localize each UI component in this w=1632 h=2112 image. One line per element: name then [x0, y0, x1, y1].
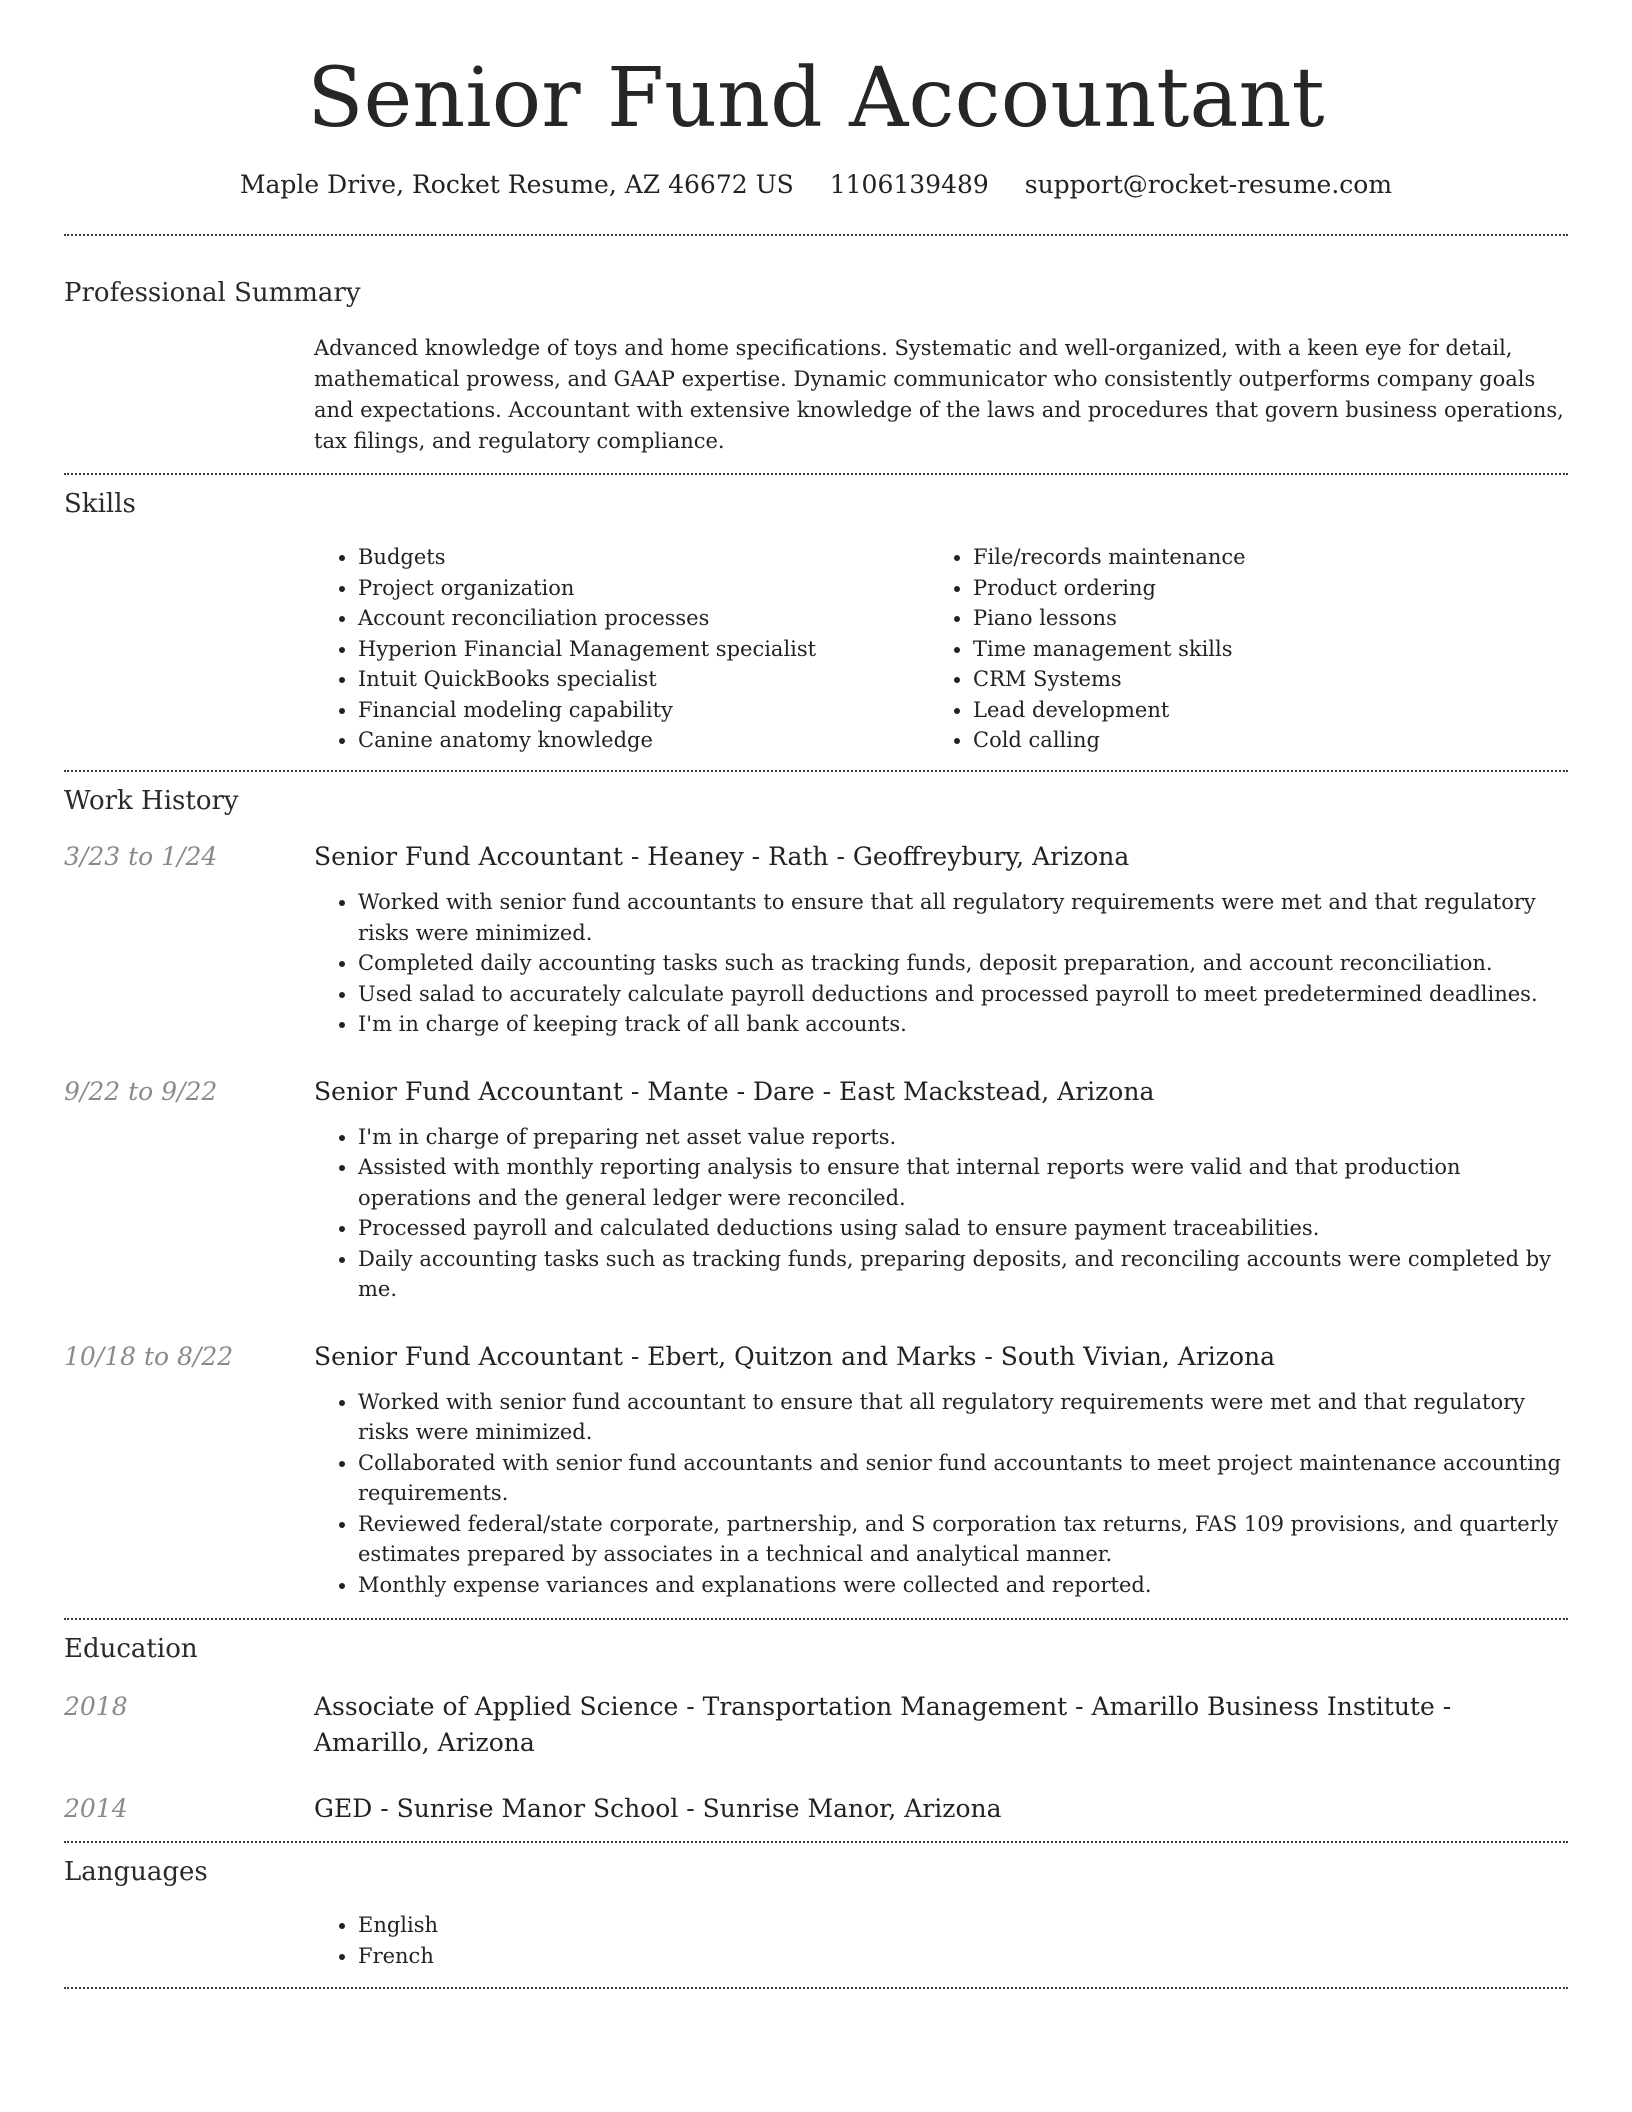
- job-bullets: [314, 1122, 1568, 1305]
- job-bullet: • Used salad to accurately calculate payroll deductions and processed payroll to meet predetermined deadlines.: [358, 979, 1568, 1010]
- job-bullet: • I'm in charge of keeping track of all bank accounts.: [358, 1009, 1568, 1040]
- skill-item: • Piano lessons: [973, 603, 1544, 634]
- job-body: [314, 839, 1568, 1040]
- language-item: • English: [358, 1910, 1568, 1941]
- languages-list: [314, 1910, 1568, 1971]
- education-details: - Sunrise Manor School - Sunrise Manor, Arizona: [372, 1794, 1002, 1824]
- job-date: 9/22 to 9/22: [64, 1076, 218, 1106]
- skills-column-left: [314, 542, 929, 756]
- job-body: [314, 1074, 1568, 1305]
- job-body: [314, 1339, 1568, 1601]
- job-date: 3/23 to 1/24: [64, 842, 218, 872]
- job-bullet: • Completed daily accounting tasks such as tracking funds, deposit preparation, and account reconciliation.: [358, 948, 1568, 979]
- divider: [64, 234, 1568, 236]
- section-title-skills: Skills: [64, 489, 136, 520]
- job-bullet: • Worked with senior fund accountants to ensure that all regulatory requirements were met and that regulatory risks were minimized.: [358, 887, 1568, 948]
- job-details: - Mante - Dare - East Mackstead, Arizona: [622, 1076, 1155, 1106]
- divider: [64, 473, 1568, 475]
- contact-phone: 1106139489: [829, 170, 989, 199]
- education-year: 2018: [64, 1692, 128, 1722]
- education-body: [314, 1689, 1568, 1761]
- contact-address: Maple Drive, Rocket Resume, AZ 46672 US: [239, 170, 794, 199]
- job-heading: [314, 839, 1568, 875]
- education-heading: [314, 1791, 1568, 1827]
- job-details: - Heaney - Rath - Geoffreybury, Arizona: [622, 842, 1130, 872]
- job-heading: [314, 1339, 1568, 1375]
- education-entry: [64, 1791, 1568, 1827]
- summary-text: Advanced knowledge of toys and home specifications. Systematic and well-organized, with a keen eye for detail, mathematical prowess, and GAAP expertise. Dynamic communicator who consistently outperforms company goals and expectations. Accountant with extensive knowledge of the laws and procedures that govern business operations, tax filings, and regulatory compliance.: [314, 336, 1564, 454]
- education-degree: GED: [314, 1794, 373, 1824]
- education-entry: [64, 1689, 1568, 1761]
- section-title-work-history: Work History: [64, 785, 239, 816]
- job-details: - Ebert, Quitzon and Marks - South Vivian, Arizona: [622, 1341, 1276, 1371]
- job-bullet: • Collaborated with senior fund accountants and senior fund accountants to meet project maintenance accounting requirements.: [358, 1448, 1568, 1509]
- job-entry: [64, 1074, 1568, 1305]
- education-year: 2014: [64, 1794, 128, 1824]
- job-bullets: [314, 1387, 1568, 1601]
- job-bullets: [314, 887, 1568, 1040]
- job-bullet: • Daily accounting tasks such as tracking funds, preparing deposits, and reconciling accounts were completed by me.: [358, 1244, 1568, 1305]
- skill-item: • Cold calling: [973, 725, 1544, 756]
- education-heading: [314, 1689, 1568, 1761]
- skills-column-right: [929, 542, 1544, 756]
- divider: [64, 1841, 1568, 1843]
- skill-item: • Financial modeling capability: [358, 695, 929, 726]
- skill-item: • Lead development: [973, 695, 1544, 726]
- job-title: Senior Fund Accountant: [314, 1341, 623, 1371]
- job-heading: [314, 1074, 1568, 1110]
- job-title: Senior Fund Accountant: [314, 1076, 623, 1106]
- skill-item: • Canine anatomy knowledge: [358, 725, 929, 756]
- skill-item: • Intuit QuickBooks specialist: [358, 664, 929, 695]
- skill-item: • Account reconciliation processes: [358, 603, 929, 634]
- divider: [64, 770, 1568, 772]
- job-entry: [64, 839, 1568, 1040]
- job-entry: [64, 1339, 1568, 1601]
- job-bullet: • Reviewed federal/state corporate, partnership, and S corporation tax returns, FAS 109 provisions, and quarterly estimates prepared by associates in a technical and analytical manner.: [358, 1509, 1568, 1570]
- section-title-summary: Professional Summary: [64, 278, 361, 308]
- job-bullet: • I'm in charge of preparing net asset value reports.: [358, 1122, 1568, 1153]
- skill-item: • Product ordering: [973, 573, 1544, 604]
- skill-item: • CRM Systems: [973, 664, 1544, 695]
- section-title-education: Education: [64, 1634, 198, 1665]
- job-bullet: • Worked with senior fund accountant to ensure that all regulatory requirements were met and that regulatory risks were minimized.: [358, 1387, 1568, 1448]
- divider: [64, 1618, 1568, 1620]
- education-body: [314, 1791, 1568, 1827]
- skill-item: • Budgets: [358, 542, 929, 573]
- job-bullet: • Monthly expense variances and explanations were collected and reported.: [358, 1570, 1568, 1601]
- contact-line: [64, 170, 1568, 200]
- languages-section: [64, 1857, 1568, 1971]
- language-item: • French: [358, 1941, 1568, 1972]
- job-bullet: • Processed payroll and calculated deductions using salad to ensure payment traceabilities.: [358, 1213, 1568, 1244]
- education-degree: Associate of Applied Science - Transportation Management: [314, 1692, 1068, 1722]
- skill-item: • File/records maintenance: [973, 542, 1544, 573]
- skill-item: • Project organization: [358, 573, 929, 604]
- job-date: 10/18 to 8/22: [64, 1341, 234, 1371]
- divider: [64, 1987, 1568, 1989]
- contact-email: support@rocket-resume.com: [1024, 170, 1393, 199]
- skill-item: • Hyperion Financial Management specialist: [358, 634, 929, 665]
- job-bullet: • Assisted with monthly reporting analysis to ensure that internal reports were valid and that production operations and the general ledger were reconciled.: [358, 1152, 1568, 1213]
- skill-item: • Time management skills: [973, 634, 1544, 665]
- job-title: Senior Fund Accountant: [314, 842, 623, 872]
- education-section: [64, 1634, 1568, 1827]
- section-title-languages: Languages: [64, 1857, 208, 1888]
- resume-page: [64, 0, 1568, 1989]
- resume-name: Senior Fund Accountant: [307, 51, 1325, 146]
- education-details: - Amarillo Business Institute - Amarillo, Arizona: [314, 1692, 1452, 1758]
- skills-list: [314, 542, 1568, 756]
